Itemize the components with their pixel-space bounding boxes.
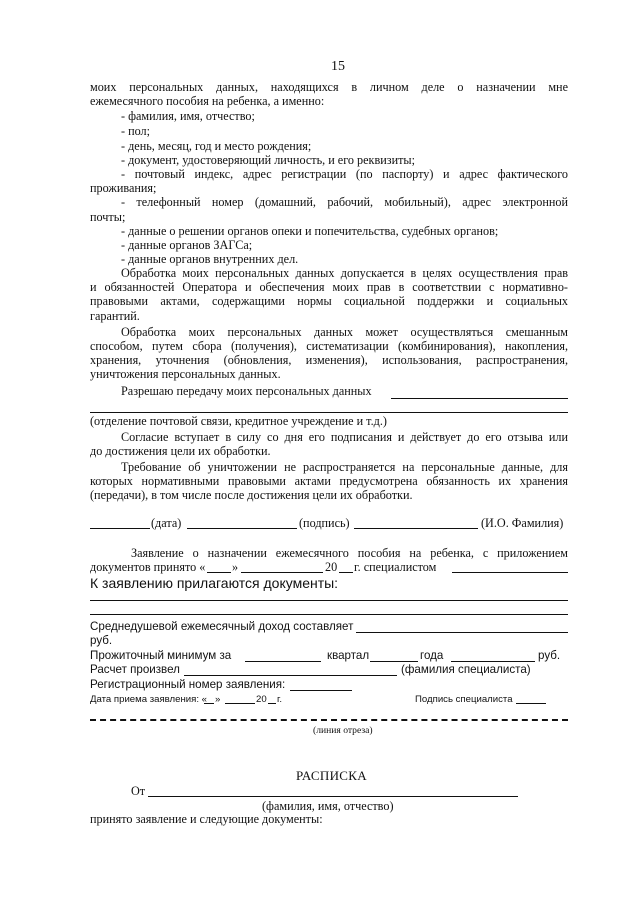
consent-line-1: моих персональных данных, находящихся в личном деле о назначении мне xyxy=(90,80,568,94)
acceptance-line-2b: » xyxy=(232,560,239,574)
accept-day-field[interactable] xyxy=(207,572,231,573)
para2-line: Обработка моих персональных данных может осуществляться смешанным xyxy=(121,325,568,339)
income-field[interactable] xyxy=(356,632,568,633)
transfer-field-line-2[interactable] xyxy=(90,412,568,413)
acceptance-line-2a: документов принято « xyxy=(90,560,206,574)
name-field[interactable] xyxy=(354,528,478,529)
list-item: - данные о решении органов опеки и попечительства, судебных органов; xyxy=(121,224,499,238)
list-item: почты; xyxy=(90,210,126,224)
specialist-sign-label: Подпись специалиста xyxy=(415,694,513,705)
list-item: - телефонный номер (домашний, рабочий, мобильный), адрес электронной xyxy=(121,195,568,209)
name-caption: (И.О. Фамилия) xyxy=(481,516,564,530)
list-item: - данные органов ЗАГСа; xyxy=(121,238,253,252)
acceptance-line-1: Заявление о назначении ежемесячного пособия на ребенка, с приложением xyxy=(131,546,568,560)
para3-line: до достижения цели их обработки. xyxy=(90,444,271,458)
para3-line: Согласие вступает в силу со дня его подписания и действует до его отзыва или xyxy=(121,430,568,444)
para1-line: Обработка моих персональных данных допускается в целях осуществления прав xyxy=(121,266,568,280)
signature-field[interactable] xyxy=(187,528,297,529)
para1-line: правовыми актами, содержащими нормы социальной поддержки и социальных xyxy=(90,294,568,308)
date-received-d: г. xyxy=(277,694,282,705)
date-field[interactable] xyxy=(90,528,150,529)
cut-line-caption: (линия отреза) xyxy=(313,725,373,736)
list-item: - почтовый индекс, адрес регистрации (по паспорту) и адрес фактического xyxy=(121,167,568,181)
date-received-label: Дата приема заявления: « xyxy=(90,694,207,705)
date-caption: (дата) xyxy=(151,516,182,530)
minimum-amount-field[interactable] xyxy=(451,661,535,662)
receipt-from-field[interactable] xyxy=(148,796,518,797)
specialist-sign-field[interactable] xyxy=(516,703,546,704)
calc-label: Расчет произвел xyxy=(90,663,180,676)
date-received-month[interactable] xyxy=(225,703,255,704)
income-label: Среднедушевой ежемесячный доход составляет xyxy=(90,620,354,633)
reg-label: Регистрационный номер заявления: xyxy=(90,678,286,691)
date-received-b: » xyxy=(215,694,221,705)
para4-line: (передачи), в том числе после достижения цели их обработки. xyxy=(90,488,413,502)
acceptance-line-2d: г. специалистом xyxy=(354,560,437,574)
minimum-quarter: квартал xyxy=(327,649,370,662)
para1-line: и обязанностей Оператора и обеспечения моих прав в соответствии с нормативно- xyxy=(90,280,568,294)
accept-specialist-field[interactable] xyxy=(452,572,568,573)
calc-hint: (фамилия специалиста) xyxy=(401,663,531,676)
para4-line: Требование об уничтожении не распространяется на персональные данные, для xyxy=(121,460,568,474)
accept-month-field[interactable] xyxy=(241,572,323,573)
minimum-unit: руб. xyxy=(538,649,561,662)
receipt-accepted: принято заявление и следующие документы: xyxy=(90,812,323,826)
docs-field-2[interactable] xyxy=(90,614,568,615)
list-item: проживания; xyxy=(90,181,157,195)
minimum-quarter-year-field[interactable] xyxy=(370,661,418,662)
para2-line: уничтожения персональных данных. xyxy=(90,367,281,381)
date-received-day[interactable] xyxy=(204,703,214,704)
transfer-field[interactable] xyxy=(391,398,568,399)
list-item: - документ, удостоверяющий личность, и его реквизиты; xyxy=(121,153,415,167)
date-received-year[interactable] xyxy=(268,703,276,704)
consent-line-2: ежемесячного пособия на ребенка, а именно: xyxy=(90,94,325,108)
date-received-c: 20 xyxy=(256,694,267,705)
para2-line: хранения, уточнения (обновления, изменения), использования, распространения, xyxy=(90,353,568,367)
minimum-period-field[interactable] xyxy=(245,661,321,662)
accept-year-field[interactable] xyxy=(339,572,353,573)
para2-line: способом, путем сбора (получения), систематизации (комбинирования), накопления, xyxy=(90,339,568,353)
list-item: - фамилия, имя, отчество; xyxy=(121,109,255,123)
receipt-title: РАСПИСКА xyxy=(296,768,367,783)
calc-field[interactable] xyxy=(184,675,397,676)
minimum-year: года xyxy=(420,649,444,662)
signature-caption: (подпись) xyxy=(299,516,350,530)
minimum-label: Прожиточный минимум за xyxy=(90,649,232,662)
acceptance-line-2c: 20 xyxy=(325,560,338,574)
list-item: - пол; xyxy=(121,124,151,138)
cut-line xyxy=(90,719,568,721)
transfer-hint: (отделение почтовой связи, кредитное учреждение и т.д.) xyxy=(90,414,387,428)
list-item: - день, месяц, год и место рождения; xyxy=(121,139,312,153)
para1-line: гарантий. xyxy=(90,309,140,323)
para4-line: которых нормативными правовыми актами предусмотрена обязанность их хранения xyxy=(90,474,568,488)
list-item: - данные органов внутренних дел. xyxy=(121,252,299,266)
income-unit: руб. xyxy=(90,634,113,647)
receipt-from-hint: (фамилия, имя, отчество) xyxy=(262,799,394,813)
receipt-from-label: От xyxy=(131,784,146,798)
page-number: 15 xyxy=(331,59,345,74)
reg-number-field[interactable] xyxy=(290,690,352,691)
docs-field-1[interactable] xyxy=(90,600,568,601)
attached-docs-heading: К заявлению прилагаются документы: xyxy=(90,575,339,591)
transfer-label: Разрешаю передачу моих персональных данных xyxy=(121,384,372,398)
